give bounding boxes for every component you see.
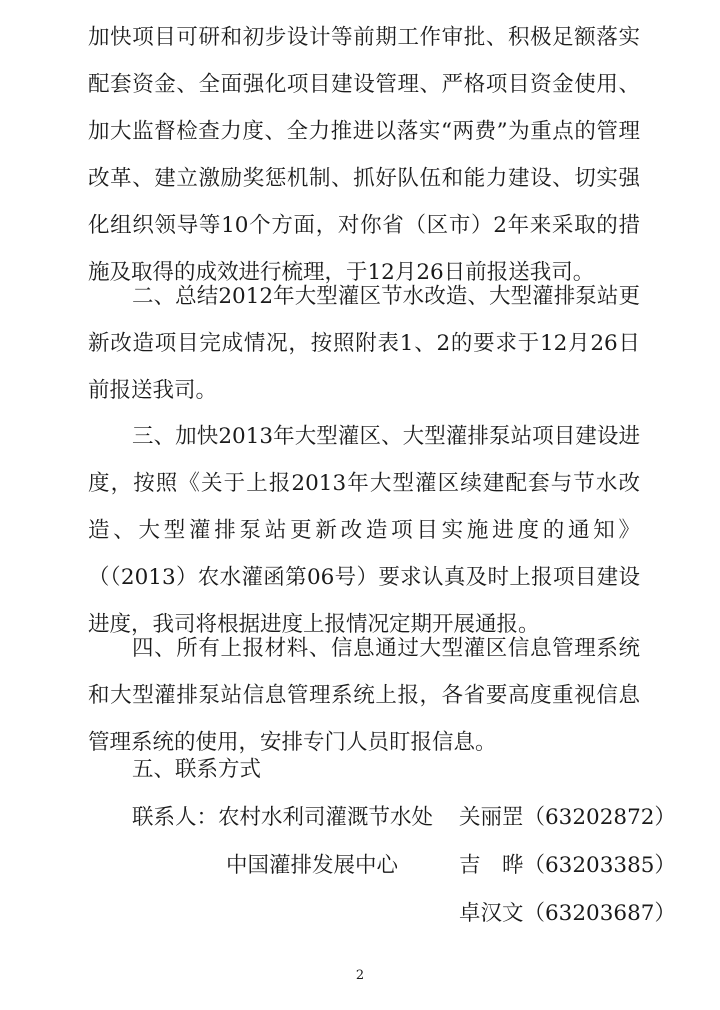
contact-person-1: 关丽罡（63202872）	[459, 805, 676, 830]
paragraph-item-4: 四、所有上报材料、信息通过大型灌区信息管理系统和大型灌排泵站信息管理系统上报，各省要高度重视信息管理系统的使用，安排专门人员盯报信息。	[88, 636, 640, 755]
paragraph-continuation: 加快项目可研和初步设计等前期工作审批、积极足额落实配套资金、全面强化项目建设管理、严格项目资金使用、加大监督检查力度、全力推进以落实“两费”为重点的管理改革、建立激励奖惩机制、抓好队伍和能力建设、切实强化组织领导等10个方面，对你省（区市）2年来采取的措施及取得的成效进行梳理，于12月26日前报送我司。	[88, 25, 640, 285]
paragraph-item-2: 二、总结2012年大型灌区节水改造、大型灌排泵站更新改造项目完成情况，按照附表1、2的要求于12月26日前报送我司。	[88, 284, 640, 403]
page-number: 2	[355, 968, 365, 983]
contact-label: 联系人：	[132, 805, 219, 830]
paragraph-item-3: 三、加快2013年大型灌区、大型灌排泵站项目建设进度，按照《关于上报2013年大型灌区续建配套与节水改造、大型灌排泵站更新改造项目实施进度的通知》（（2013）农水灌函第06号）要求认真及时上报项目建设进度，我司将根据进度上报情况定期开展通报。	[88, 424, 640, 637]
section-contact-heading: 五、联系方式	[132, 757, 262, 782]
contact-org-1: 农村水利司灌溉节水处	[218, 805, 434, 830]
contact-person-2: 吉 晔（63203385）	[459, 853, 676, 878]
contact-org-2: 中国灌排发展中心	[226, 853, 399, 878]
contact-person-3: 卓汉文（63203687）	[459, 901, 676, 926]
